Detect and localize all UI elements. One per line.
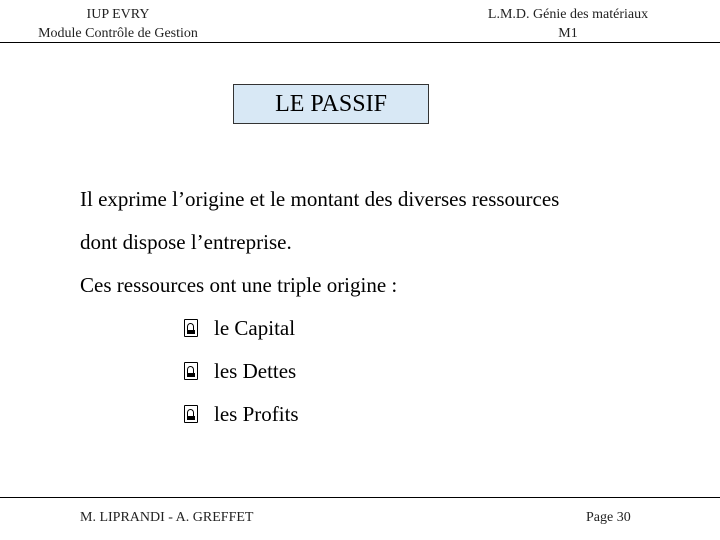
header-module: Module Contrôle de Gestion bbox=[38, 26, 198, 41]
footer-divider bbox=[0, 497, 720, 498]
page-title: LE PASSIF bbox=[233, 84, 429, 124]
header-program: L.M.D. Génie des matériaux bbox=[487, 7, 649, 22]
body-line-3: Ces ressources ont une triple origine : bbox=[80, 273, 398, 297]
bullet-label: les Dettes bbox=[214, 359, 297, 383]
wingdings-bullet-icon bbox=[184, 362, 198, 380]
wingdings-bullet-icon bbox=[184, 319, 198, 337]
bullet-item-profits bbox=[184, 401, 299, 427]
bullet-label: le Capital bbox=[214, 316, 296, 340]
header-level: M1 bbox=[558, 26, 578, 41]
header-divider bbox=[0, 42, 720, 43]
bullet-item-dettes bbox=[184, 358, 296, 384]
header-right bbox=[468, 5, 668, 43]
body-line-2: dont dispose l’entreprise. bbox=[80, 230, 292, 254]
footer-page-number: Page 30 bbox=[586, 510, 631, 525]
bullet-label: les Profits bbox=[214, 402, 299, 426]
body-line-1: Il exprime l’origine et le montant des diverses ressources bbox=[80, 187, 560, 211]
bullet-item-capital bbox=[184, 315, 295, 341]
header-school: IUP EVRY bbox=[86, 7, 150, 22]
wingdings-bullet-icon bbox=[184, 405, 198, 423]
footer-authors: M. LIPRANDI - A. GREFFET bbox=[80, 510, 254, 525]
header-left bbox=[20, 5, 216, 43]
